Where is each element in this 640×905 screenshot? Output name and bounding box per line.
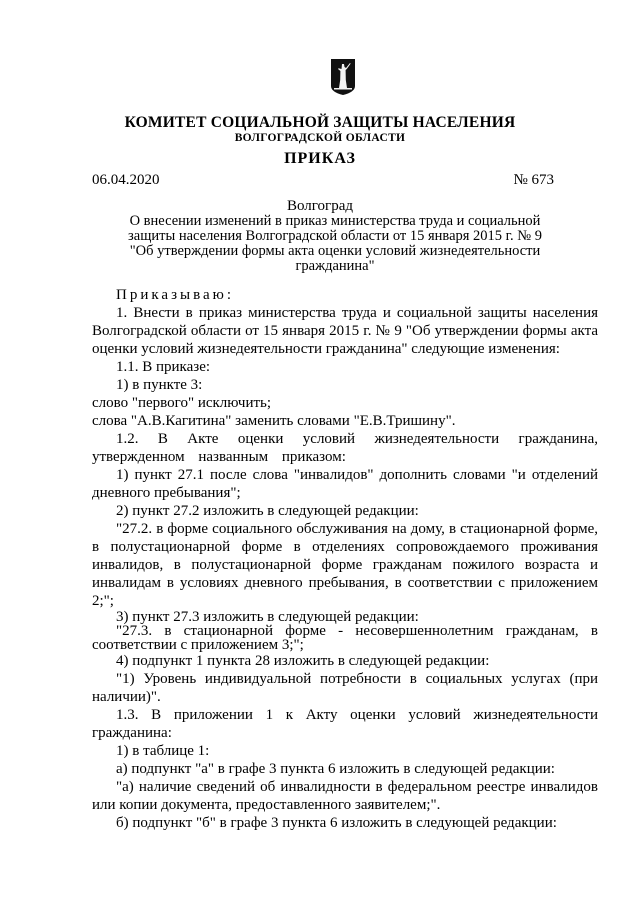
paragraph-1-2: 1.2. В Акте оценки условий жизнедеятельности гражданина, утвержденном названным приказом:	[92, 431, 598, 465]
quote-27-2: "27.2. в форме социального обслуживания на дому, в стационарной форме, в полустационарной форме в отделениях сопровождаемого проживания инвалидов, в полустационарной форме гражданам пожилого возраста и инвалидам в условиях дневного пребывания, в соответствии с приложением 2;";	[92, 521, 598, 609]
paragraph-1-2-item: 1) пункт 27.1 после слова "инвалидов" дополнить словами "и отделений дневного пребывания";	[92, 467, 598, 501]
quote-6-a: "а) наличие сведений об инвалидности в федеральном реестре инвалидов или копии документа, предоставленного заявителем;".	[92, 779, 598, 813]
region-name: ВОЛГОГРАДСКОЙ ОБЛАСТИ	[234, 132, 406, 144]
paragraph-1-1-item: 1) в пункте 3:	[116, 377, 203, 393]
paragraph-1: 1. Внести в приказ министерства труда и социальной защиты населения Волгоградской области от 15 января 2015 г. № 9 "Об утверждении формы акта оценки условий жизнедеятельности гражданина" следующие изменения:	[92, 305, 598, 357]
subject-line: "Об утверждении формы акта оценки условий жизнедеятельности	[129, 243, 541, 259]
document-body	[92, 286, 598, 832]
subject-line: защиты населения Волгоградской области от 15 января 2015 г. № 9	[128, 228, 542, 244]
document-type-title: ПРИКАЗ	[284, 150, 356, 167]
document-number: № 673	[513, 172, 554, 188]
quote-28-1: "1) Уровень индивидуальной потребности в социальных услугах (при наличии)".	[92, 671, 598, 705]
document-city: Волгоград	[286, 198, 353, 214]
paragraph-1-2-item: 4) подпункт 1 пункта 28 изложить в следующей редакции:	[116, 653, 490, 669]
committee-name: КОМИТЕТ СОЦИАЛЬНОЙ ЗАЩИТЫ НАСЕЛЕНИЯ	[124, 114, 516, 131]
quote-27-3: "27.3. в стационарной форме - несовершеннолетним гражданам, в соответствии с приложением 3;";	[92, 623, 598, 653]
paragraph-1-2-item: 3) пункт 27.3 изложить в следующей редакции:	[116, 609, 419, 625]
order-word: Приказываю:	[116, 287, 234, 303]
paragraph-1-1-item: слова "А.В.Кагитина" заменить словами "Е.В.Тришину".	[92, 413, 456, 429]
subject-line: О внесении изменений в приказ министерства труда и социальной	[129, 213, 541, 229]
paragraph-1-1-item: слово "первого" исключить;	[92, 395, 272, 411]
paragraph-1-3: 1.3. В приложении 1 к Акту оценки условий жизнедеятельности гражданина:	[92, 707, 598, 741]
paragraph-1-3-item: а) подпункт "а" в графе 3 пункта 6 изложить в следующей редакции:	[116, 761, 555, 777]
subject-line: гражданина"	[295, 258, 375, 274]
paragraph-1-1: 1.1. В приказе:	[116, 359, 211, 375]
paragraph-1-2-item: 2) пункт 27.2 изложить в следующей редакции:	[116, 503, 419, 519]
volgograd-emblem-icon	[330, 58, 356, 96]
paragraph-1-3-item: б) подпункт "б" в графе 3 пункта 6 изложить в следующей редакции:	[116, 815, 557, 831]
paragraph-1-3-item: 1) в таблице 1:	[116, 743, 210, 759]
document-date: 06.04.2020	[92, 172, 160, 188]
document-subject	[110, 214, 560, 274]
